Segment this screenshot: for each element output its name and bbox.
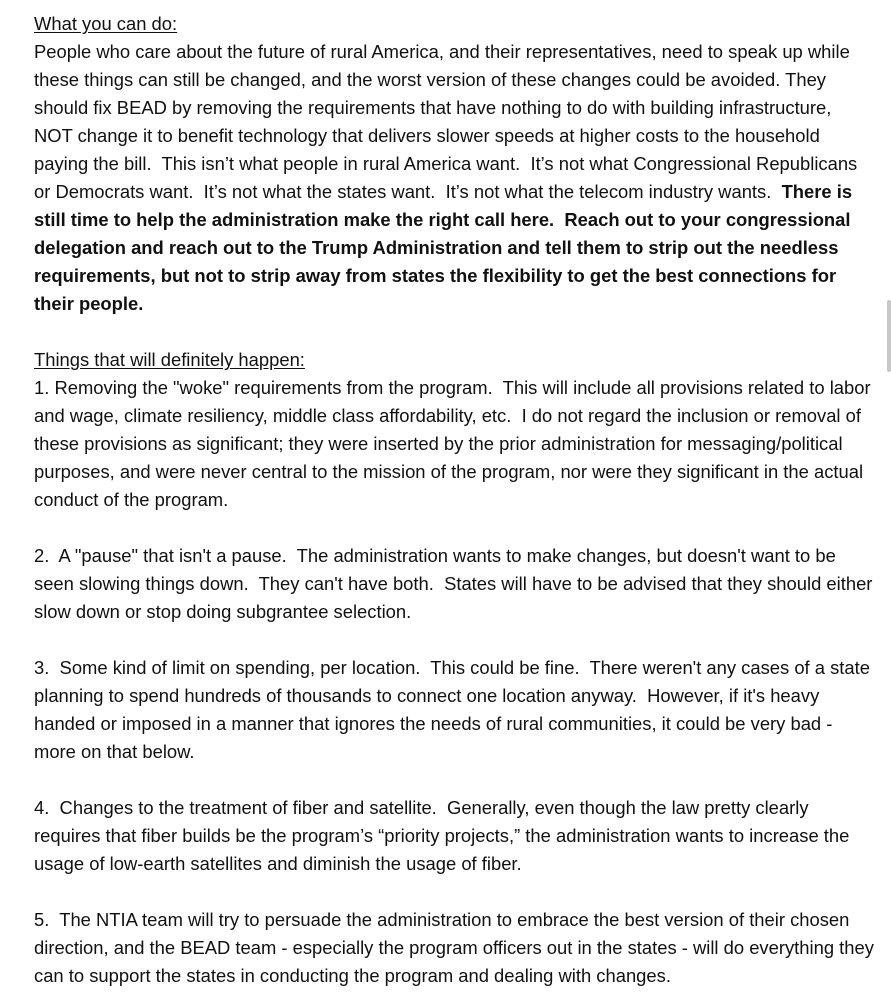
paragraph-gap: [34, 318, 874, 346]
section-paragraph: [34, 38, 874, 318]
list-item-5: 5. The NTIA team will try to persuade the administration to embrace the best version of their chosen direction, and the BEAD team - especially the program officers out in the states - will do everything they can to support the states in conducting the program and dealing with changes.: [34, 909, 874, 986]
paragraph-gap: [34, 878, 874, 906]
list-item-2: 2. A "pause" that isn't a pause. The administration wants to make changes, but doesn't want to be seen slowing things down. They can't have both. States will have to be advised that they should either slow down or stop doing subgrantee selection.: [34, 545, 873, 622]
list-item-1: 1. Removing the "woke" requirements from the program. This will include all provisions related to labor and wage, climate resiliency, middle class affordability, etc. I do not regard the inclusion or removal of these provisions as significant; they were inserted by the prior administration for messaging/political purposes, and were never central to the mission of the program, nor were they significant in the actual conduct of the program.: [34, 377, 871, 510]
paragraph-plain-text: People who care about the future of rural America, and their representatives, need to speak up while these things can still be changed, and the worst version of these changes could be avoided. They should fix BEAD by removing the requirements that have nothing to do with building infrastructure, NOT change it to benefit technology that delivers slower speeds at higher costs to the household paying the bill. This isn’t what people in rural America want. It’s not what Congressional Republicans or Democrats want. It’s not what the states want. It’s not what the telecom industry wants.: [34, 41, 858, 202]
list-item-4: 4. Changes to the treatment of fiber and satellite. Generally, even though the law pretty clearly requires that fiber builds be the program’s “priority projects,” the administration wants to increase the usage of low-earth satellites and diminish the usage of fiber.: [34, 797, 850, 874]
paragraph-gap: [34, 514, 874, 542]
scrollbar-thumb[interactable]: [887, 300, 891, 372]
section-heading-what-you-can-do: What you can do:: [34, 13, 178, 34]
paragraph-bold-call-to-action: There is still time to help the administration make the right call here. Reach out to your congressional delegation and reach out to the Trump Administration and tell them to strip out the needless requirements, but not to strip away from states the flexibility to get the best connections for their people.: [34, 181, 853, 314]
list-item-3: 3. Some kind of limit on spending, per location. This could be fine. There weren't any cases of a state planning to spend hundreds of thousands to connect one location anyway. However, if it's heavy handed or imposed in a manner that ignores the needs of rural communities, it could be very bad - more on that below.: [34, 657, 870, 762]
paragraph-gap: [34, 626, 874, 654]
paragraph-gap: [34, 766, 874, 794]
document-body: [34, 10, 874, 990]
section-heading-things-that-will-happen: Things that will definitely happen:: [34, 349, 305, 370]
